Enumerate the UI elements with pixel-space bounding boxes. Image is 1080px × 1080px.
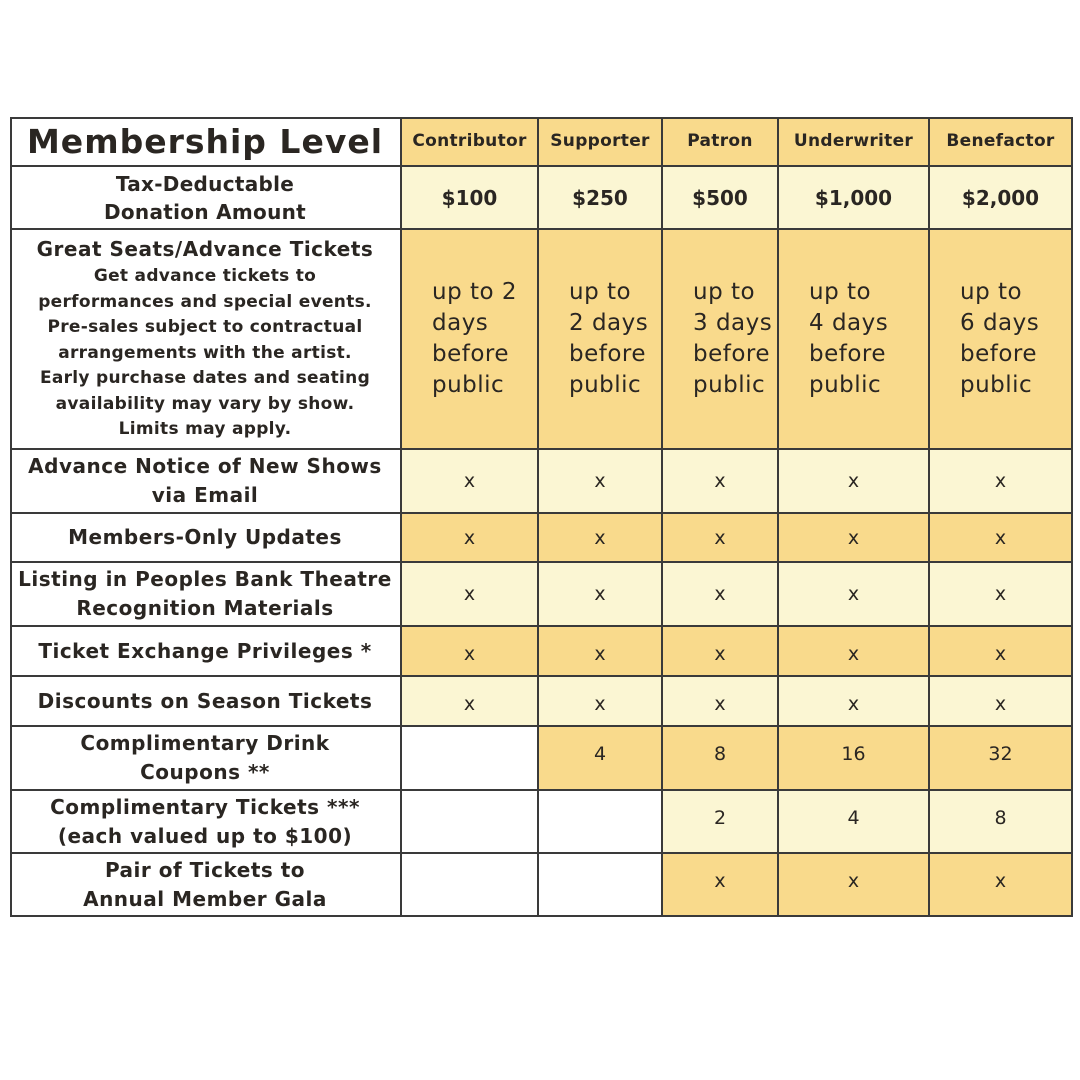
included-mark: x [594, 583, 606, 605]
benefit-label-cell [10, 727, 402, 791]
advance-days-line: up to [569, 279, 632, 305]
included-mark: x [847, 470, 860, 492]
included-mark: x [847, 643, 860, 665]
benefit-label-line: via Email [151, 483, 259, 507]
benefit-value-patron [663, 627, 779, 677]
benefit-value: 2 [713, 807, 727, 829]
included-mark: x [463, 470, 476, 492]
donation-amount: $1,000 [814, 185, 893, 210]
donation-label-cell [10, 167, 402, 230]
advance-days-supporter [539, 230, 663, 450]
level-header-supporter [539, 117, 663, 167]
level-header-benefactor [930, 117, 1073, 167]
advance-days-line: before [809, 341, 887, 367]
benefit-value-supporter [539, 854, 663, 917]
advance-days-line: 4 days [809, 310, 889, 336]
included-mark: x [994, 643, 1007, 665]
included-mark: x [714, 643, 726, 665]
benefit-label-line: Members-Only Updates [68, 525, 342, 549]
level-header-contributor [402, 117, 539, 167]
benefit-value-patron [663, 563, 779, 627]
benefit-label-line: Recognition Materials [76, 596, 334, 620]
included-mark: x [994, 470, 1007, 492]
benefit-value-benefactor [930, 514, 1073, 563]
benefit-label-line: Ticket Exchange Privileges * [38, 638, 372, 663]
included-mark: x [714, 526, 726, 549]
benefit-value-supporter [539, 727, 663, 791]
benefit-value-underwriter [779, 791, 930, 854]
benefit-label-line: Advance Notice of New Shows [28, 454, 382, 478]
benefit-value-contributor [402, 677, 539, 727]
benefit-value: 4 [593, 743, 607, 765]
benefit-label-line: Discounts on Season Tickets [37, 688, 373, 713]
benefit-value-benefactor [930, 563, 1073, 627]
donation-amount-benefactor [930, 167, 1073, 230]
row-description-line: performances and special events. [38, 291, 372, 312]
donation-amount-contributor [402, 167, 539, 230]
benefit-value-underwriter [779, 727, 930, 791]
level-name: Benefactor [946, 131, 1055, 151]
corner-header-cell [10, 117, 402, 167]
benefit-value-contributor [402, 514, 539, 563]
advance-days-line: up to [960, 279, 1023, 305]
advance-days-line: public [809, 372, 882, 398]
benefit-value-patron [663, 450, 779, 514]
advance-days-line: public [693, 372, 766, 398]
advance-days-line: 2 days [569, 310, 649, 336]
benefit-value: 32 [988, 743, 1013, 765]
donation-amount-patron [663, 167, 779, 230]
advance-days-line: 6 days [960, 310, 1040, 336]
benefit-value-patron [663, 727, 779, 791]
advance-days-line: before [569, 341, 647, 367]
benefit-value-supporter [539, 627, 663, 677]
benefit-value-underwriter [779, 677, 930, 727]
benefit-value: 8 [994, 807, 1007, 829]
benefit-value: 4 [847, 807, 860, 829]
level-name: Supporter [550, 131, 650, 151]
benefit-value-underwriter [779, 627, 930, 677]
benefit-value-patron [663, 677, 779, 727]
donation-amount-underwriter [779, 167, 930, 230]
row-label-line: Donation Amount [103, 199, 307, 224]
benefit-value: 8 [713, 743, 727, 765]
benefit-value-benefactor [930, 727, 1073, 791]
included-mark: x [463, 693, 476, 715]
benefit-value-patron [663, 854, 779, 917]
row-description-line: Early purchase dates and seating [39, 368, 371, 389]
advance-days-line: before [960, 341, 1038, 367]
row-label-line: Tax-Deductable [115, 171, 295, 196]
level-name: Contributor [412, 131, 527, 151]
advance-days-line: before [693, 341, 771, 367]
benefit-value-underwriter [779, 514, 930, 563]
included-mark: x [714, 693, 726, 715]
benefit-label-line: Pair of Tickets to [104, 857, 306, 882]
included-mark: x [594, 470, 606, 492]
row-description-line: Pre-sales subject to contractual [47, 317, 363, 338]
advance-days-line: up to [809, 279, 872, 305]
benefit-label-line: Coupons ** [140, 760, 270, 784]
included-mark: x [847, 870, 860, 892]
benefit-value-patron [663, 791, 779, 854]
benefit-value: 16 [841, 743, 866, 765]
benefit-value-benefactor [930, 854, 1073, 917]
benefit-label-cell [10, 514, 402, 563]
donation-amount-supporter [539, 167, 663, 230]
benefit-value-contributor [402, 854, 539, 917]
included-mark: x [594, 643, 606, 665]
row-description-line: Limits may apply. [118, 419, 292, 440]
advance-days-line: up to 2 [432, 279, 518, 305]
benefit-value-contributor [402, 627, 539, 677]
benefit-label-line: Annual Member Gala [83, 886, 327, 911]
level-header-underwriter [779, 117, 930, 167]
included-mark: x [594, 693, 606, 715]
level-name: Patron [687, 131, 753, 151]
benefit-value-patron [663, 514, 779, 563]
advance-days-underwriter [779, 230, 930, 450]
advance-days-line: before [432, 341, 510, 367]
advance-days-line: up to [693, 279, 756, 305]
benefit-value-contributor [402, 791, 539, 854]
benefit-value-contributor [402, 450, 539, 514]
row-title: Great Seats/Advance Tickets [36, 237, 374, 262]
benefit-value-underwriter [779, 563, 930, 627]
benefit-label-line: Listing in Peoples Bank Theatre [18, 567, 392, 591]
donation-amount: $2,000 [961, 185, 1040, 210]
benefit-label-line: Complimentary Tickets *** [50, 794, 360, 819]
membership-table [10, 117, 1073, 917]
advance-days-line: 3 days [693, 310, 773, 336]
benefit-value-supporter [539, 563, 663, 627]
included-mark: x [994, 583, 1007, 605]
benefit-label-cell [10, 563, 402, 627]
row-description-line: arrangements with the artist. [58, 342, 352, 363]
included-mark: x [463, 526, 476, 549]
benefit-value-benefactor [930, 627, 1073, 677]
included-mark: x [714, 470, 726, 492]
included-mark: x [994, 693, 1007, 715]
included-mark: x [463, 583, 476, 605]
benefit-label-line: (each valued up to $100) [57, 823, 353, 848]
level-header-patron [663, 117, 779, 167]
included-mark: x [994, 526, 1007, 549]
advance-days-line: public [960, 372, 1033, 398]
benefit-value-supporter [539, 514, 663, 563]
advance-days-line: public [432, 372, 505, 398]
benefit-label-line: Complimentary Drink [80, 731, 330, 755]
advance-tickets-label-cell [10, 230, 402, 450]
advance-days-line: days [432, 310, 489, 336]
benefit-label-cell [10, 791, 402, 854]
donation-amount: $250 [572, 185, 628, 210]
benefit-value-benefactor [930, 677, 1073, 727]
benefit-value-benefactor [930, 450, 1073, 514]
benefit-value-underwriter [779, 450, 930, 514]
benefit-value-supporter [539, 677, 663, 727]
benefit-value-supporter [539, 791, 663, 854]
included-mark: x [594, 526, 606, 549]
benefit-value-contributor [402, 727, 539, 791]
table-title: Membership Level [26, 121, 384, 161]
row-description-line: availability may vary by show. [55, 393, 355, 414]
row-description-line: Get advance tickets to [93, 266, 317, 287]
included-mark: x [847, 526, 860, 549]
advance-days-contributor [402, 230, 539, 450]
donation-amount: $500 [692, 185, 748, 210]
included-mark: x [714, 583, 726, 605]
level-name: Underwriter [793, 131, 914, 151]
benefit-label-cell [10, 677, 402, 727]
benefit-value-supporter [539, 450, 663, 514]
benefit-value-contributor [402, 563, 539, 627]
benefit-value-underwriter [779, 854, 930, 917]
included-mark: x [463, 643, 476, 665]
benefit-label-cell [10, 450, 402, 514]
advance-days-benefactor [930, 230, 1073, 450]
advance-days-line: public [569, 372, 642, 398]
advance-days-patron [663, 230, 779, 450]
included-mark: x [847, 583, 860, 605]
benefit-label-cell [10, 627, 402, 677]
donation-amount: $100 [441, 185, 498, 210]
benefit-value-benefactor [930, 791, 1073, 854]
benefit-label-cell [10, 854, 402, 917]
included-mark: x [994, 870, 1007, 892]
included-mark: x [847, 693, 860, 715]
included-mark: x [714, 870, 726, 892]
